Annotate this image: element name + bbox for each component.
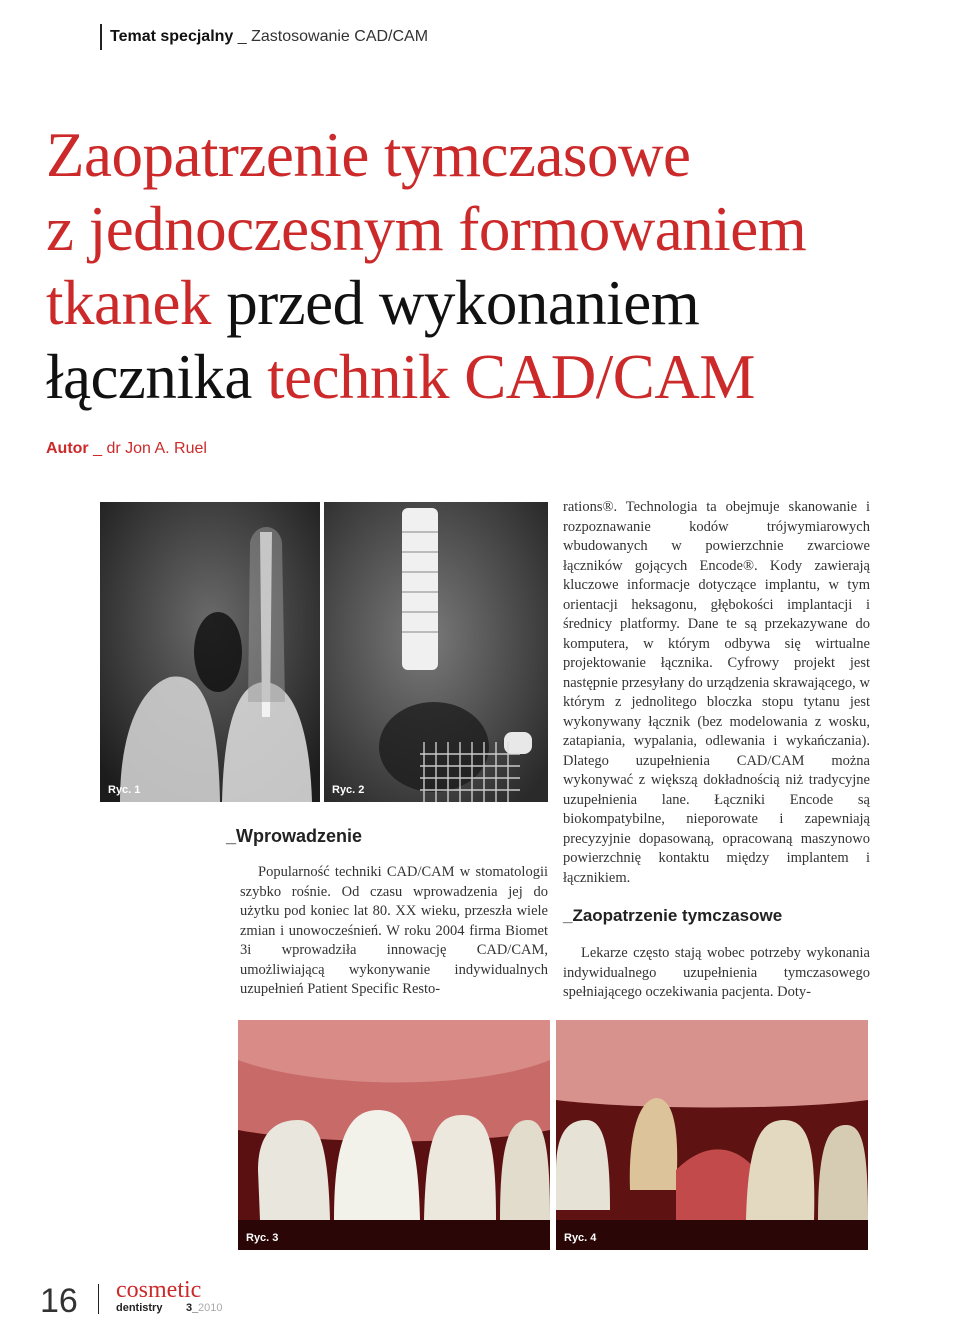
issue-number: 3_ <box>186 1302 199 1314</box>
figure-1-xray <box>100 502 320 802</box>
title-dark-word: łącznika <box>46 342 252 412</box>
footer-divider <box>98 1284 99 1314</box>
title-line-3 <box>46 266 806 340</box>
magazine-subtitle: dentistry <box>116 1302 163 1314</box>
temporary-paragraph: Lekarze często stają wobec potrzeby wykonania indywidualnego uzupełnienia tymczasowego spełniającego oczekiwania pacjenta. Doty- <box>563 945 870 1000</box>
section-label: Temat specjalny <box>110 28 234 45</box>
figure-1-label: Ryc. 1 <box>108 784 141 796</box>
figure-2-xray <box>324 502 548 802</box>
magazine-brand: cosmetic <box>116 1277 202 1303</box>
author-label: Autor <box>46 440 89 457</box>
xray-image-1 <box>100 502 320 802</box>
title-dark-words: przed wykonaniem <box>226 268 700 338</box>
issue-year: 2010 <box>198 1302 223 1314</box>
author-line <box>46 440 207 458</box>
section-heading-intro: _Wprowadzenie <box>226 826 363 846</box>
running-header <box>100 24 428 50</box>
title-red-word: tkanek <box>46 268 211 338</box>
title-red-words: technik CAD/CAM <box>267 342 755 412</box>
right-column-paragraph: rations®. Technologia ta obejmuje skanowanie i rozpoznawanie kodów trójwymiarowych wbudowanych w powierzchnie zwarciowe łączników gojących Encode®. Kody zawierają kluczowe informacje dotyczące implantu, w tym orientacji heksagonu, głębokości implantacji i średnicy platformy. Dane te są przekazywane do komputera, w którym odbywa się wirtualne projektowanie łącznika. Cyfrowy projekt jest następnie przesyłany do urządzenia skrawającego, w którym z jednolitego bloczka stopu tytanu jest wykonywany łącznik (bez modelowania z wosku, zatapiania, wypalania, odlewania i wykańczania). Dlatego uzupełnienia CAD/CAM można wykonywać z większą dokładnością niż tradycyjne uzupełnienia lane. Łączniki Encode są biokompatybilne, nieporowate i zapewniają precyzyjnie dopasowaną, opracowaną maszynowo powierzchnię kontaktu między implantem i łącznikiem. <box>563 499 870 886</box>
xray-image-2 <box>324 502 548 802</box>
title-line-1: Zaopatrzenie tymczasowe <box>46 120 691 190</box>
figure-3-label: Ryc. 3 <box>246 1232 279 1244</box>
clinical-photo-3 <box>238 1020 550 1250</box>
page-number: 16 <box>40 1282 78 1320</box>
intro-paragraph: Popularność techniki CAD/CAM w stomatologii szybko rośnie. Od czasu wprowadzenia jej do użytku pod koniec lat 80. XX wieku, przeszła wiele zmian i unowocześnień. W roku 2004 firma Biomet 3i wprowadziła innowację CAD/CAM, umożliwiającą wykonywanie indywidualnych uzupełnień Patient Specific Resto- <box>240 864 548 997</box>
section-heading-temporary: _Zaopatrzenie tymczasowe <box>563 906 783 925</box>
clinical-photo-4 <box>556 1020 868 1250</box>
title-line-2: z jednoczesnym formowaniem <box>46 194 807 264</box>
figure-3-photo <box>238 1020 550 1250</box>
author-name: dr Jon A. Ruel <box>106 440 207 457</box>
figure-2-label: Ryc. 2 <box>332 784 365 796</box>
title-line-4 <box>46 340 806 414</box>
figure-4-label: Ryc. 4 <box>564 1232 597 1244</box>
figure-4-photo <box>556 1020 868 1250</box>
author-separator: _ <box>88 440 107 457</box>
article-title <box>46 118 806 414</box>
topic-label: Zastosowanie CAD/CAM <box>251 28 429 45</box>
header-separator: _ <box>233 28 252 45</box>
